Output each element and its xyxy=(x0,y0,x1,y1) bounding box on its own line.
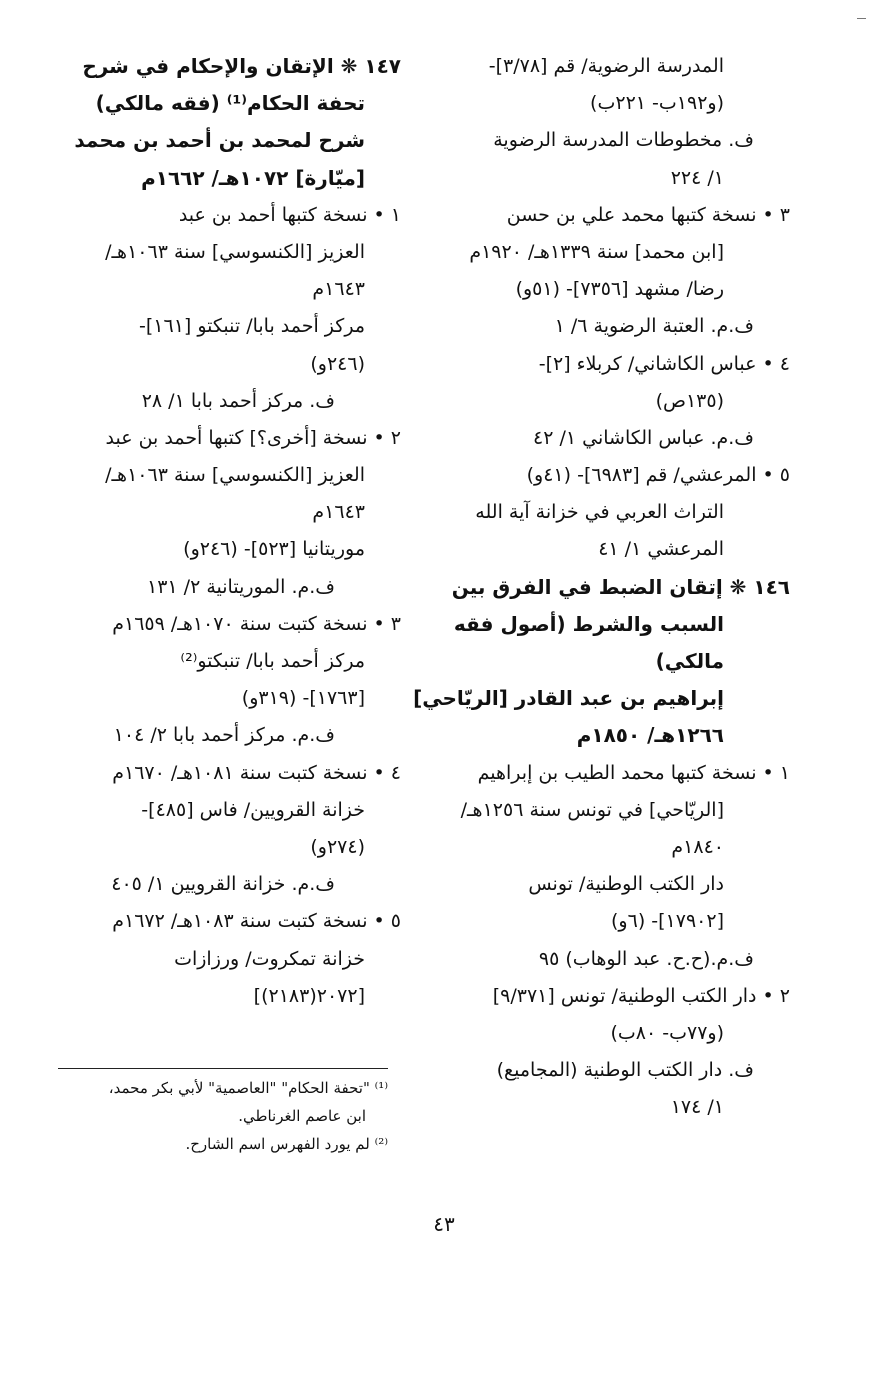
right-column-line: ١/ ٢٢٤ xyxy=(670,166,724,189)
left-column-line: ٣ • نسخة كتبت سنة ١٠٧٠هـ/ ١٦٥٩م xyxy=(112,612,401,635)
right-column-line: ١٢٦٦هـ/ ١٨٥٠م xyxy=(576,723,724,748)
scan-mark xyxy=(857,18,866,19)
footnotes xyxy=(48,1074,388,1158)
footnote-line: ابن عاصم الغرناطي. xyxy=(238,1107,366,1125)
left-column-line: شرح لمحمد بن أحمد بن محمد xyxy=(74,128,365,153)
right-column-line: المدرسة الرضوية/ قم [٣/٧٨]- xyxy=(488,55,724,77)
right-column-line: [١٧٩٠٢]- (٦و) xyxy=(611,910,724,933)
right-column-line: (و٧٧ب- ٨٠ب) xyxy=(610,1021,724,1044)
left-column-line: العزيز [الكنسوسي] سنة ١٠٦٣هـ/ xyxy=(105,240,365,263)
left-column-line: مركز أحمد بابا/ تنبكتو [١٦١]- xyxy=(139,315,365,338)
footnote-line: ⁽²⁾ لم يورد الفهرس اسم الشارح. xyxy=(185,1135,388,1153)
left-column-line: موريتانيا [٥٢٣]- (٢٤٦و) xyxy=(183,538,365,561)
left-column-line: [ميّارة] ١٠٧٢هـ/ ١٦٦٢م xyxy=(141,165,365,190)
left-column-line: تحفة الحكام⁽¹⁾ (فقه مالكي) xyxy=(95,91,365,116)
left-column-line: ١ • نسخة كتبها أحمد بن عبد xyxy=(178,203,401,226)
left-column-line: ف.م. مركز أحمد بابا ٢/ ١٠٤ xyxy=(113,724,335,747)
right-column-line: ١٨٤٠م xyxy=(671,835,724,858)
right-column-line: ١/ ١٧٤ xyxy=(670,1096,724,1119)
right-column-line: التراث العربي في خزانة آية الله xyxy=(475,501,724,524)
right-column-line: ف. دار الكتب الوطنية (المجاميع) xyxy=(496,1059,754,1082)
footnote-line: ⁽¹⁾ "تحفة الحكام" "العاصمية" لأبي بكر محمد، xyxy=(108,1079,388,1097)
page-number: ٤٣ xyxy=(433,1212,455,1236)
right-column-line: دار الكتب الوطنية/ تونس xyxy=(528,873,724,896)
left-column-line: العزيز [الكنسوسي] سنة ١٠٦٣هـ/ xyxy=(105,464,365,487)
left-column xyxy=(56,48,401,1015)
left-column-line: خزانة القرويين/ فاس [٤٨٥]- xyxy=(141,798,365,821)
right-column-line: ف. مخطوطات المدرسة الرضوية xyxy=(493,129,754,152)
right-column-line: ٣ • نسخة كتبها محمد علي بن حسن xyxy=(506,203,790,226)
right-column-line: إبراهيم بن عبد القادر [الريّاحي] xyxy=(413,686,724,711)
left-column-line: ف.م. خزانة القرويين ١/ ٤٠٥ xyxy=(111,873,335,896)
right-column-line: [الريّاحي] في تونس سنة ١٢٥٦هـ/ xyxy=(460,798,724,821)
left-column-line: ١٦٤٣م xyxy=(312,501,365,524)
right-column-line: [ابن محمد] سنة ١٣٣٩هـ/ ١٩٢٠م xyxy=(469,240,724,263)
right-column xyxy=(413,48,790,1126)
right-column-line: ١٤٦ ❋ إتقان الضبط في الفرق بين xyxy=(451,574,790,599)
right-column-line: المرعشي ١/ ٤١ xyxy=(598,538,724,561)
left-column-line: مركز أحمد بابا/ تنبكتو⁽²⁾ xyxy=(180,650,365,672)
left-column-line: [٢٠٧٢(٢١٨٣)] xyxy=(253,984,365,1007)
right-column-line: ف.م.(ح.ح. عبد الوهاب) ٩٥ xyxy=(538,947,754,970)
left-column-line: ٥ • نسخة كتبت سنة ١٠٨٣هـ/ ١٦٧٢م xyxy=(112,910,401,933)
left-column-line: خزانة تمكروت/ ورزازات xyxy=(174,947,365,970)
right-column-line: مالكي) xyxy=(655,649,724,673)
left-column-line: [١٧٦٣]- (٣١٩و) xyxy=(241,687,365,710)
left-column-line: (٢٤٦و) xyxy=(310,352,365,375)
left-column-line: ١٦٤٣م xyxy=(312,278,365,301)
right-column-line: ٤ • عباس الكاشاني/ كربلاء [٢]- xyxy=(538,352,790,375)
right-column-line: (١٣٥ص) xyxy=(655,389,724,412)
left-column-line: ف. مركز أحمد بابا ١/ ٢٨ xyxy=(141,389,335,412)
right-column-line: ف.م. العتبة الرضوية ٦/ ١ xyxy=(554,315,754,338)
left-column-line: ٤ • نسخة كتبت سنة ١٠٨١هـ/ ١٦٧٠م xyxy=(112,761,401,784)
right-column-line: رضا/ مشهد [٧٣٥٦]- (٥١و) xyxy=(515,278,724,301)
left-column-line: ف.م. الموريتانية ٢/ ١٣١ xyxy=(147,575,335,598)
right-column-line: (و١٩٢ب- ٢٢١ب) xyxy=(590,92,724,115)
left-column-line: ١٤٧ ❋ الإتقان والإحكام في شرح xyxy=(82,54,401,78)
right-column-line: السبب والشرط (أصول فقه xyxy=(453,611,724,636)
right-column-line: ٢ • دار الكتب الوطنية/ تونس [٩/٣٧١] xyxy=(492,984,790,1007)
right-column-line: ف.م. عباس الكاشاني ١/ ٤٢ xyxy=(533,426,754,449)
left-column-line: (٢٧٤و) xyxy=(310,835,365,858)
footnote-divider xyxy=(58,1068,388,1069)
right-column-line: ١ • نسخة كتبها محمد الطيب بن إبراهيم xyxy=(477,761,790,784)
right-column-line: ٥ • المرعشي/ قم [٦٩٨٣]- (٤١و) xyxy=(526,464,790,487)
left-column-line: ٢ • نسخة [أخرى؟] كتبها أحمد بن عبد xyxy=(105,426,401,449)
